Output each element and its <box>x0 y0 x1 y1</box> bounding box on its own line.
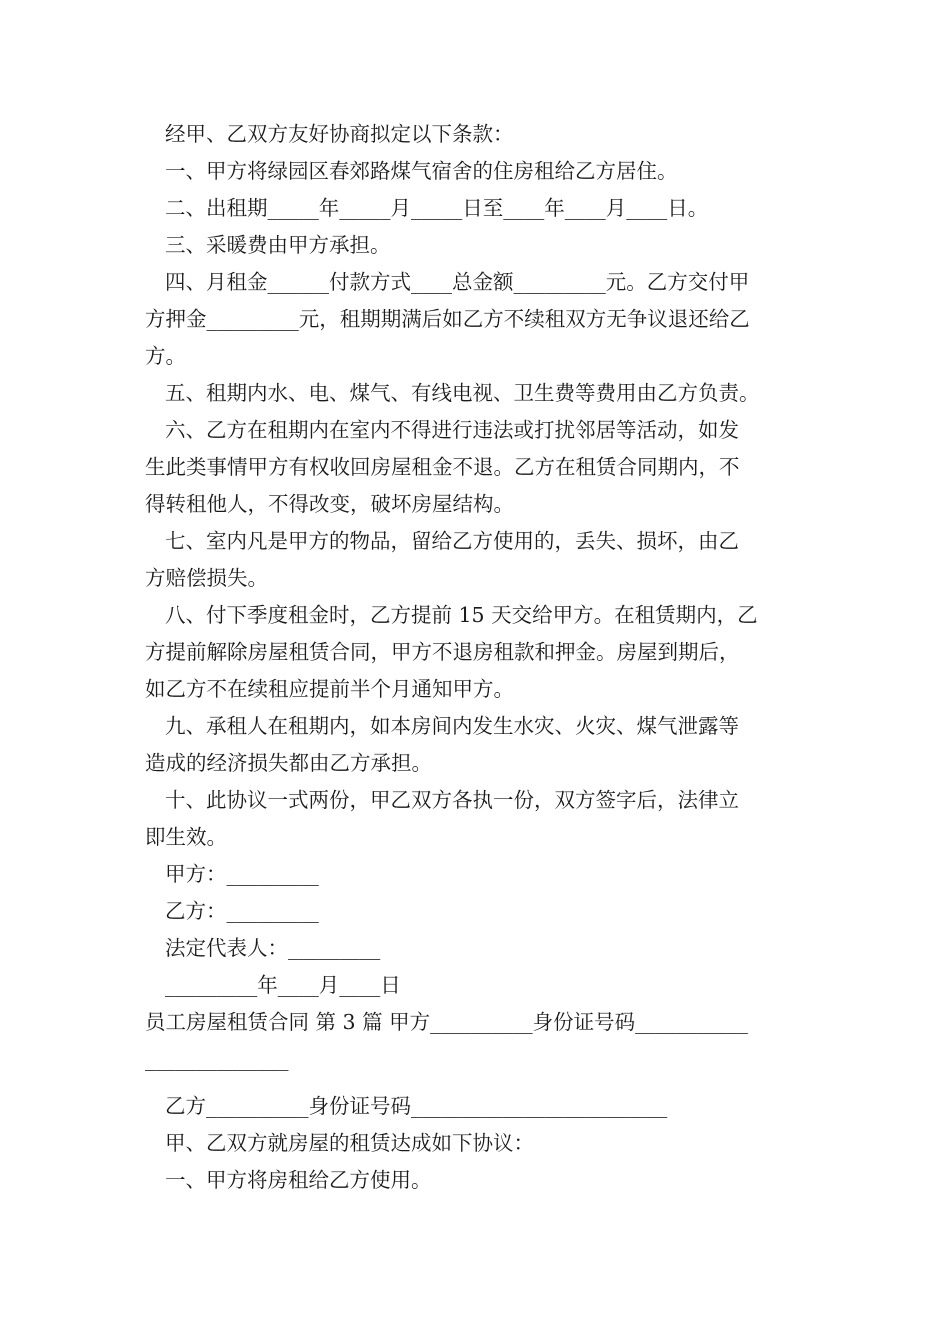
text-line: 一、甲方将房租给乙方使用。 <box>165 1168 432 1192</box>
text-line: 法定代表人：_________ <box>165 936 381 960</box>
text-line: 造成的经济损失都由乙方承担。 <box>145 751 432 775</box>
text-line: 经甲、乙双方友好协商拟定以下条款： <box>165 122 514 146</box>
text-line: 甲方：_________ <box>165 862 319 886</box>
text-line: 二、出租期_____年_____月_____日至____年____月____日。 <box>165 196 709 220</box>
text-line: 即生效。 <box>145 825 227 849</box>
text-line: 四、月租金______付款方式____总金额_________元。乙方交付甲 <box>165 270 750 294</box>
text-line: 甲、乙双方就房屋的租赁达成如下协议： <box>165 1131 534 1155</box>
text-line: _________年____月____日 <box>165 973 401 997</box>
text-line: 十、此协议一式两份，甲乙双方各执一份，双方签字后，法律立 <box>165 788 739 812</box>
text-line: 五、租期内水、电、煤气、有线电视、卫生费等费用由乙方负责。 <box>165 381 760 405</box>
text-line: 得转租他人，不得改变，破坏房屋结构。 <box>145 492 514 516</box>
text-line: 方。 <box>145 344 186 368</box>
text-line: 生此类事情甲方有权收回房屋租金不退。乙方在租赁合同期内，不 <box>145 455 740 479</box>
text-line: ______________ <box>145 1047 289 1071</box>
document-body <box>145 116 809 1199</box>
text-line: 八、付下季度租金时，乙方提前 15 天交给甲方。在租赁期内，乙 <box>165 603 758 627</box>
text-line: 三、采暖费由甲方承担。 <box>165 233 391 257</box>
text-line: 七、室内凡是甲方的物品，留给乙方使用的，丢失、损坏，由乙 <box>165 529 739 553</box>
text-line: 方押金_________元，租期期满后如乙方不续租双方无争议退还给乙 <box>145 307 750 331</box>
text-line: 方提前解除房屋租赁合同，甲方不退房租款和押金。房屋到期后， <box>145 640 740 664</box>
text-line: 乙方：_________ <box>165 899 319 923</box>
text-line: 乙方__________身份证号码_________________________ <box>165 1094 668 1118</box>
text-line: 六、乙方在租期内在室内不得进行违法或打扰邻居等活动，如发 <box>165 418 739 442</box>
text-line: 如乙方不在续租应提前半个月通知甲方。 <box>145 677 514 701</box>
text-line: 一、甲方将绿园区春郊路煤气宿舍的住房租给乙方居住。 <box>165 159 678 183</box>
text-line: 九、承租人在租期内，如本房间内发生水灾、火灾、煤气泄露等 <box>165 714 739 738</box>
text-line: 方赔偿损失。 <box>145 566 268 590</box>
text-line: 员工房屋租赁合同 第 3 篇 甲方__________身份证号码___________ <box>145 1010 748 1034</box>
